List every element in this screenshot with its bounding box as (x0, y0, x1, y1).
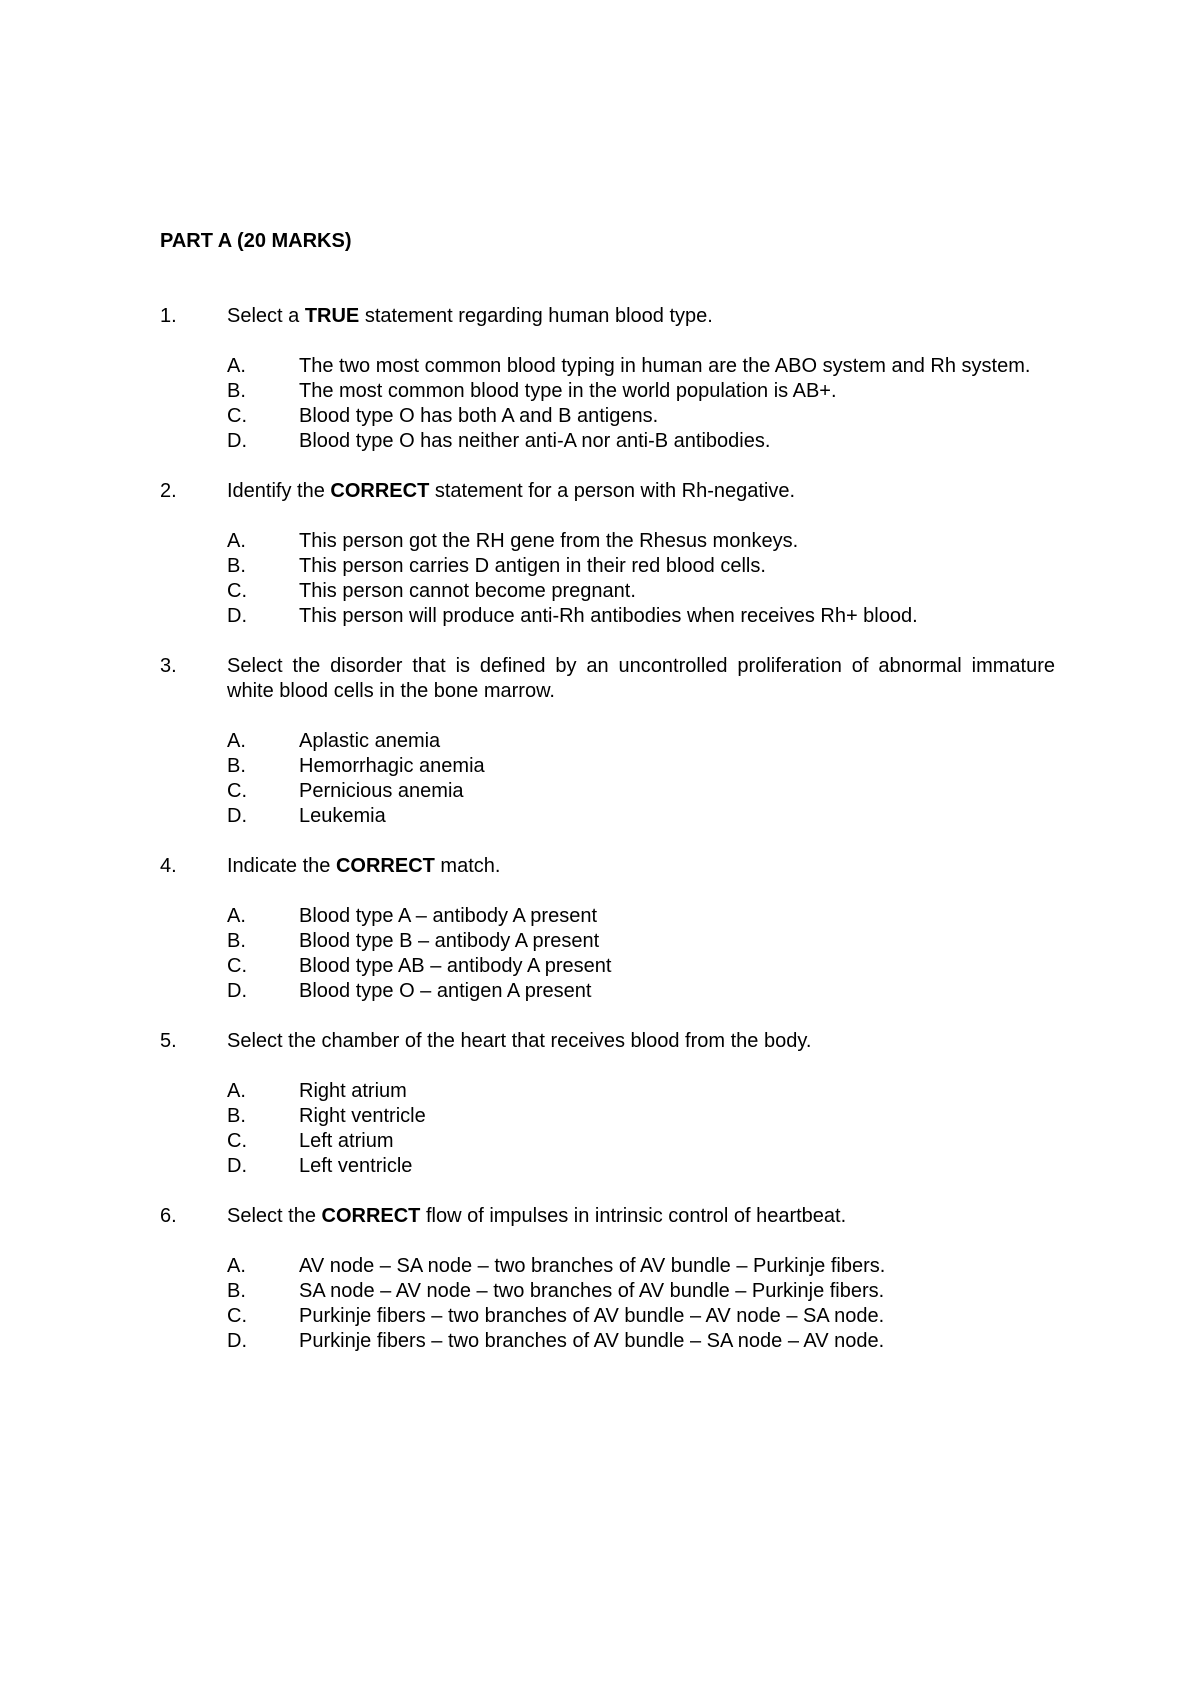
option-letter: C. (227, 1130, 247, 1152)
answer-option (227, 1104, 1055, 1129)
question-5 (160, 1029, 1055, 1179)
question-emphasis: CORRECT (321, 1205, 421, 1227)
option-text: Left atrium (299, 1130, 394, 1152)
answer-options (160, 1079, 1055, 1179)
question-number: 3. (160, 655, 177, 677)
answer-option (227, 1279, 1055, 1304)
question-number: 5. (160, 1030, 177, 1052)
option-text: The most common blood type in the world population is AB+. (299, 380, 837, 402)
question-text-post: flow of impulses in intrinsic control of heartbeat. (420, 1205, 847, 1227)
answer-options (160, 354, 1055, 454)
question-number: 1. (160, 305, 177, 327)
answer-option (227, 904, 1055, 929)
option-text: This person got the RH gene from the Rhesus monkeys. (299, 530, 799, 552)
option-letter: D. (227, 430, 247, 452)
question-text-pre: Indicate the (227, 855, 336, 877)
answer-options (160, 904, 1055, 1004)
option-letter: B. (227, 1105, 246, 1127)
option-text: Leukemia (299, 805, 386, 827)
answer-option (227, 979, 1055, 1004)
question-stem (160, 654, 1055, 704)
question-text (227, 304, 1055, 329)
option-letter: A. (227, 1255, 246, 1277)
question-number: 2. (160, 480, 177, 502)
option-letter: C. (227, 955, 247, 977)
answer-option (227, 804, 1055, 829)
answer-option (227, 1154, 1055, 1179)
answer-option (227, 529, 1055, 554)
option-letter: B. (227, 930, 246, 952)
question-text-post: statement regarding human blood type. (359, 305, 713, 327)
option-text: Blood type A – antibody A present (299, 905, 598, 927)
question-text-pre: Select a (227, 305, 305, 327)
answer-option (227, 1129, 1055, 1154)
question-stem (160, 1204, 1055, 1229)
question-text (227, 1029, 1055, 1054)
question-text-post: statement for a person with Rh-negative. (429, 480, 796, 502)
answer-options (160, 529, 1055, 629)
question-emphasis: CORRECT (330, 480, 430, 502)
question-text-pre: Select the disorder that is defined by an uncontrolled proliferation of abnormal immature white blood cells in the bone marrow. (227, 655, 1055, 702)
option-letter: C. (227, 1305, 247, 1327)
option-text: Aplastic anemia (299, 730, 441, 752)
option-text: Hemorrhagic anemia (299, 755, 485, 777)
option-text: Blood type O – antigen A present (299, 980, 592, 1002)
option-letter: C. (227, 405, 247, 427)
option-text: Right ventricle (299, 1105, 426, 1127)
answer-option (227, 1254, 1055, 1279)
option-text: This person will produce anti-Rh antibodies when receives Rh+ blood. (299, 605, 918, 627)
question-text-pre: Select the chamber of the heart that receives blood from the body. (227, 1030, 812, 1052)
answer-options (160, 729, 1055, 829)
option-text: This person carries D antigen in their red blood cells. (299, 555, 766, 577)
option-letter: C. (227, 780, 247, 802)
option-letter: D. (227, 605, 247, 627)
option-letter: B. (227, 1280, 246, 1302)
question-text (227, 854, 1055, 879)
answer-option (227, 954, 1055, 979)
answer-option (227, 1079, 1055, 1104)
option-text: Right atrium (299, 1080, 407, 1102)
question-list (160, 304, 1055, 1379)
option-letter: B. (227, 380, 246, 402)
option-letter: A. (227, 905, 246, 927)
answer-option (227, 729, 1055, 754)
answer-option (227, 379, 1055, 404)
answer-option (227, 1304, 1055, 1329)
answer-option (227, 1329, 1055, 1354)
question-6 (160, 1204, 1055, 1354)
answer-option (227, 779, 1055, 804)
option-letter: D. (227, 1330, 247, 1352)
question-text-post: match. (434, 855, 501, 877)
option-text: Blood type B – antibody A present (299, 930, 600, 952)
option-text: Left ventricle (299, 1155, 413, 1177)
question-emphasis: CORRECT (335, 855, 435, 877)
question-text-pre: Select the (227, 1205, 322, 1227)
option-letter: A. (227, 1080, 246, 1102)
question-4 (160, 854, 1055, 1004)
option-letter: B. (227, 555, 246, 577)
option-text: Purkinje fibers – two branches of AV bundle – AV node – SA node. (299, 1305, 885, 1327)
answer-option (227, 429, 1055, 454)
option-text: Blood type O has neither anti-A nor anti-B antibodies. (299, 430, 771, 452)
option-letter: A. (227, 355, 246, 377)
answer-options (160, 1254, 1055, 1354)
question-emphasis: TRUE (304, 305, 360, 327)
question-number: 6. (160, 1205, 177, 1227)
option-text: Blood type AB – antibody A present (299, 955, 612, 977)
option-letter: B. (227, 755, 246, 777)
question-stem (160, 304, 1055, 329)
option-text: This person cannot become pregnant. (299, 580, 636, 602)
option-letter: D. (227, 1155, 247, 1177)
option-text: AV node – SA node – two branches of AV bundle – Purkinje fibers. (299, 1255, 886, 1277)
option-letter: D. (227, 980, 247, 1002)
question-stem (160, 854, 1055, 879)
option-letter: A. (227, 730, 246, 752)
question-text (227, 1204, 1055, 1229)
question-2 (160, 479, 1055, 629)
answer-option (227, 554, 1055, 579)
answer-option (227, 929, 1055, 954)
option-text: SA node – AV node – two branches of AV bundle – Purkinje fibers. (299, 1280, 885, 1302)
question-number: 4. (160, 855, 177, 877)
question-text (227, 654, 1055, 704)
question-1 (160, 304, 1055, 454)
option-text: Pernicious anemia (299, 780, 464, 802)
answer-option (227, 354, 1055, 379)
answer-option (227, 579, 1055, 604)
option-text: Blood type O has both A and B antigens. (299, 405, 659, 427)
option-text: The two most common blood typing in human are the ABO system and Rh system. (299, 355, 1031, 377)
question-stem (160, 479, 1055, 504)
answer-option (227, 754, 1055, 779)
option-letter: D. (227, 805, 247, 827)
question-text-pre: Identify the (227, 480, 331, 502)
option-text: Purkinje fibers – two branches of AV bundle – SA node – AV node. (299, 1330, 885, 1352)
option-letter: C. (227, 580, 247, 602)
option-letter: A. (227, 530, 246, 552)
question-stem (160, 1029, 1055, 1054)
answer-option (227, 404, 1055, 429)
part-title: PART A (20 MARKS) (160, 230, 352, 252)
question-3 (160, 654, 1055, 829)
answer-option (227, 604, 1055, 629)
question-text (227, 479, 1055, 504)
